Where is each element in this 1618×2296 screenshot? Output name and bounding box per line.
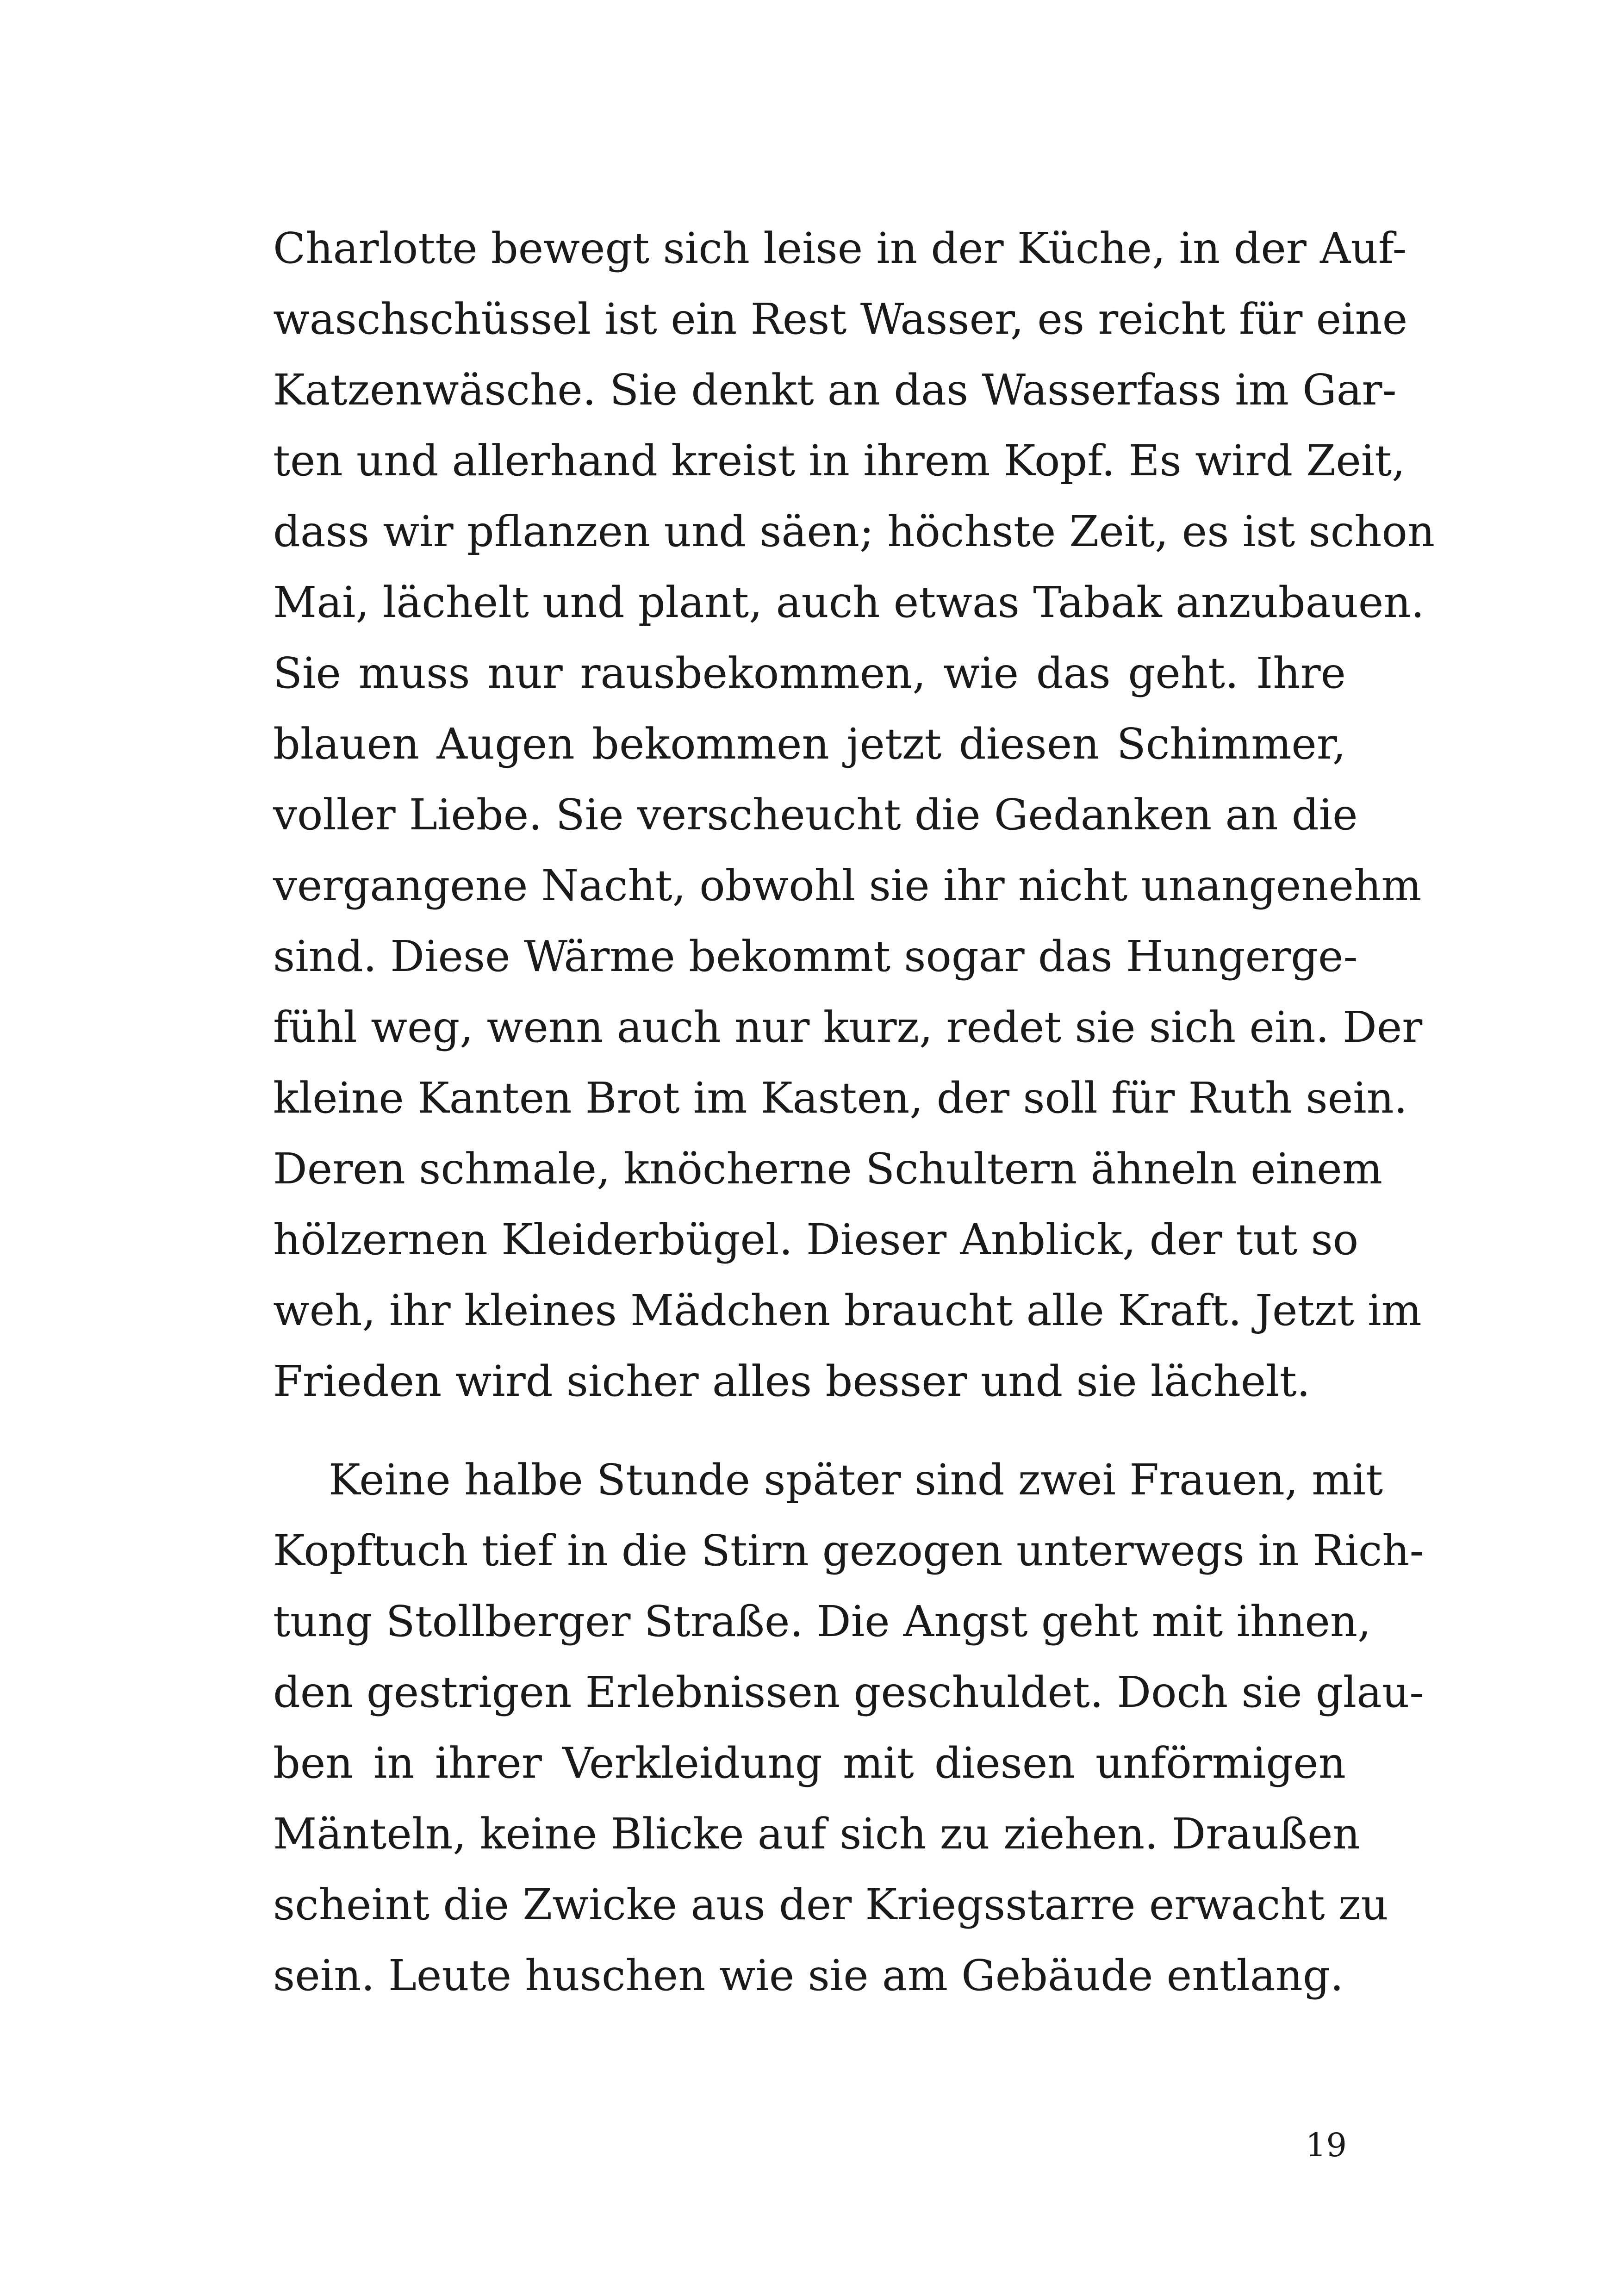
body-text	[273, 213, 1435, 2011]
text-line: voller Liebe. Sie verscheucht die Gedanken an die	[273, 790, 1358, 840]
text-line: hölzernen Kleiderbügel. Dieser Anblick, der tut so	[273, 1215, 1359, 1264]
text-line: blauen Augen bekommen jetzt diesen Schimmer,	[273, 719, 1346, 769]
text-line: waschschüssel ist ein Rest Wasser, es reicht für eine	[273, 294, 1408, 344]
text-line: fühl weg, wenn auch nur kurz, redet sie sich ein. Der	[273, 1002, 1423, 1052]
text-line: Charlotte bewegt sich leise in der Küche, in der Auf-	[273, 224, 1407, 273]
page-number: 19	[1305, 2126, 1347, 2164]
text-line: Katzenwäsche. Sie denkt an das Wasserfass im Gar-	[273, 365, 1397, 415]
text-line: sein. Leute huschen wie sie am Gebäude entlang.	[273, 1951, 1344, 2000]
paragraph-spacer	[273, 1417, 1346, 1444]
text-line: den gestrigen Erlebnissen geschuldet. Doch sie glau-	[273, 1668, 1424, 1717]
text-line: ben in ihrer Verkleidung mit diesen unförmigen	[273, 1738, 1346, 1788]
text-line: Keine halbe Stunde später sind zwei Frauen, mit	[329, 1455, 1383, 1505]
text-line: vergangene Nacht, obwohl sie ihr nicht unangenehm	[273, 861, 1422, 910]
text-line: sind. Diese Wärme bekommt sogar das Hungerge-	[273, 932, 1358, 981]
text-line: Sie muss nur rausbekommen, wie das geht. Ihre	[273, 648, 1346, 698]
text-line: dass wir pflanzen und säen; höchste Zeit, es ist schon	[273, 507, 1435, 556]
text-line: Deren schmale, knöcherne Schultern ähneln einem	[273, 1144, 1382, 1194]
text-line: Mai, lächelt und plant, auch etwas Tabak anzubauen.	[273, 578, 1425, 627]
text-line: Mänteln, keine Blicke auf sich zu ziehen. Draußen	[273, 1809, 1360, 1859]
text-line: tung Stollberger Straße. Die Angst geht mit ihnen,	[273, 1597, 1371, 1646]
text-line: Kopftuch tief in die Stirn gezogen unterwegs in Rich-	[273, 1526, 1424, 1575]
paragraph-2	[273, 1444, 1424, 2011]
text-line: Frieden wird sicher alles besser und sie lächelt.	[273, 1356, 1311, 1406]
text-line: kleine Kanten Brot im Kasten, der soll für Ruth sein.	[273, 1073, 1408, 1123]
text-line: scheint die Zwicke aus der Kriegsstarre erwacht zu	[273, 1880, 1388, 1929]
text-line: ten und allerhand kreist in ihrem Kopf. Es wird Zeit,	[273, 436, 1406, 485]
paragraph-1	[273, 213, 1435, 1417]
text-line: weh, ihr kleines Mädchen braucht alle Kraft. Jetzt im	[273, 1286, 1422, 1335]
